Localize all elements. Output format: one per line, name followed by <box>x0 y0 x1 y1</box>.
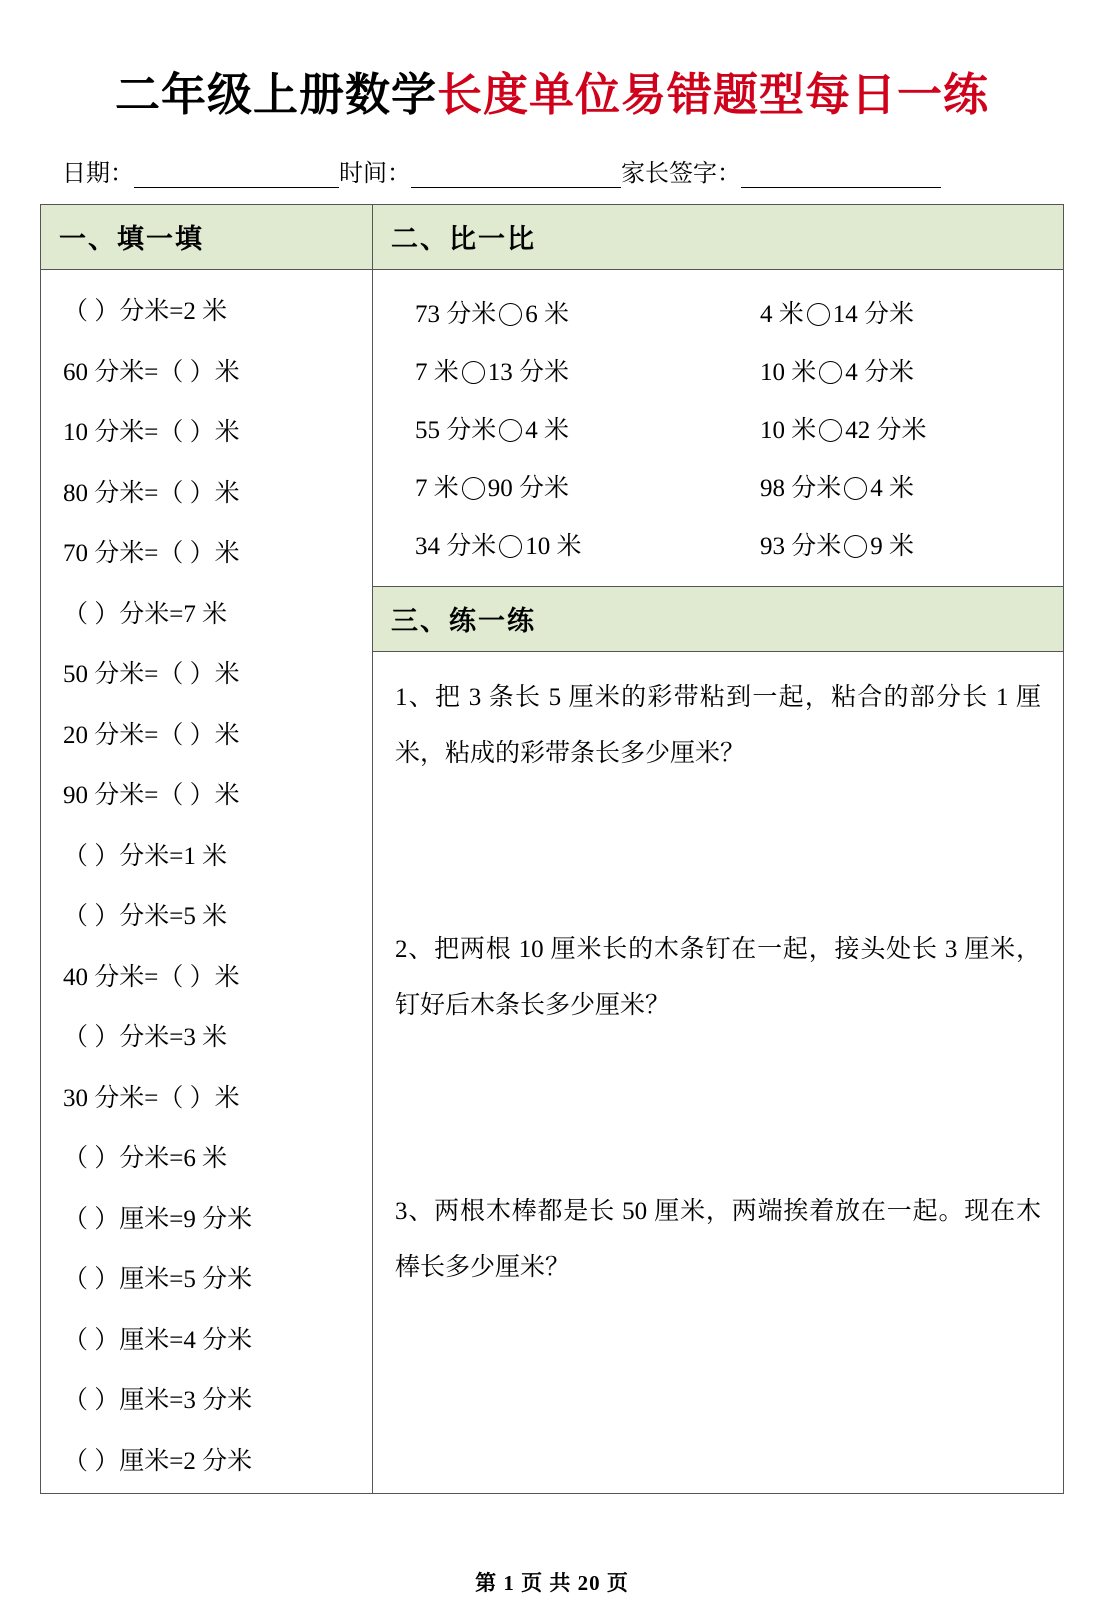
compare-right-value: 10 米 <box>525 533 582 560</box>
page-title-black: 二年级上册数学 <box>114 70 437 120</box>
compare-item[interactable] <box>718 460 1063 518</box>
section-three-body <box>373 652 1063 1296</box>
circle-blank-icon[interactable] <box>819 419 842 442</box>
practice-question[interactable]: 2、把两根 10 厘米长的木条钉在一起，接头处长 3 厘米，钉好后木条长多少厘米？ <box>395 936 1041 1019</box>
page-footer: 第 1 页 共 20 页 <box>475 1571 629 1595</box>
compare-item[interactable] <box>373 286 718 344</box>
list-item[interactable]: 30 分米=（ ）米 <box>63 1084 240 1112</box>
list-item[interactable]: （ ）厘米=9 分米 <box>63 1205 253 1233</box>
right-column <box>373 205 1063 1493</box>
table-row <box>373 286 1063 344</box>
list-item[interactable]: （ ）分米=6 米 <box>63 1145 228 1172</box>
section-three-heading: 三、练一练 <box>373 587 1063 652</box>
signature-label: 家长签字： <box>621 161 741 187</box>
list-item[interactable]: （ ）厘米=2 分米 <box>63 1447 253 1475</box>
compare-left-value: 10 米 <box>760 359 817 386</box>
compare-item[interactable] <box>373 344 718 402</box>
list-item[interactable]: 50 分米=（ ）米 <box>63 661 240 688</box>
compare-item[interactable] <box>373 518 718 576</box>
list-item[interactable]: （ ）厘米=5 分米 <box>63 1266 253 1293</box>
list-item[interactable]: （ ）分米=2 米 <box>63 298 228 325</box>
compare-left-value: 73 分米 <box>415 301 497 328</box>
compare-item[interactable] <box>373 402 718 460</box>
list-item[interactable]: （ ）厘米=4 分米 <box>63 1326 253 1354</box>
section-one-heading: 一、填一填 <box>41 205 372 270</box>
compare-right-value: 42 分米 <box>845 417 927 444</box>
circle-blank-icon[interactable] <box>499 419 522 442</box>
worksheet-table <box>40 204 1064 1494</box>
compare-right-value: 4 米 <box>870 475 915 502</box>
compare-item[interactable] <box>718 286 1063 344</box>
table-row <box>373 402 1063 460</box>
compare-right-value: 14 分米 <box>832 301 915 328</box>
info-line <box>40 153 1064 188</box>
table-row <box>373 518 1063 576</box>
page-title-red: 长度单位易错题型每日一练 <box>437 70 990 120</box>
list-item[interactable]: （ ）分米=5 米 <box>63 903 228 930</box>
date-input-rule[interactable] <box>134 165 339 188</box>
time-field[interactable] <box>339 153 621 188</box>
date-field[interactable] <box>62 153 339 188</box>
list-item[interactable]: 80 分米=（ ）米 <box>63 479 240 507</box>
list-item[interactable]: 10 分米=（ ）米 <box>63 419 240 446</box>
circle-blank-icon[interactable] <box>462 361 485 384</box>
list-item[interactable]: （ ）厘米=3 分米 <box>63 1387 253 1414</box>
compare-item[interactable] <box>718 344 1063 402</box>
time-input-rule[interactable] <box>411 165 621 188</box>
compare-item[interactable] <box>373 460 718 518</box>
date-label: 日期： <box>62 161 134 187</box>
list-item[interactable]: 40 分米=（ ）米 <box>63 963 240 991</box>
time-label: 时间： <box>339 161 411 187</box>
compare-right-value: 6 米 <box>525 301 570 328</box>
signature-input-rule[interactable] <box>741 165 941 188</box>
practice-question[interactable]: 1、把 3 条长 5 厘米的彩带粘到一起，粘合的部分长 1 厘米，粘成的彩带条长多少厘米？ <box>395 684 1041 767</box>
practice-question[interactable]: 3、两根木棒都是长 50 厘米，两端挨着放在一起。现在木棒长多少厘米？ <box>395 1198 1041 1281</box>
signature-field[interactable] <box>621 153 941 188</box>
compare-right-value: 4 米 <box>525 417 570 444</box>
list-item[interactable]: （ ）分米=3 米 <box>63 1024 228 1051</box>
section-two-grid <box>373 270 1063 587</box>
compare-left-value: 98 分米 <box>760 475 842 502</box>
section-one <box>41 205 373 1493</box>
page-title <box>40 58 1064 123</box>
circle-blank-icon[interactable] <box>844 535 867 558</box>
circle-blank-icon[interactable] <box>819 361 842 384</box>
section-two-heading: 二、比一比 <box>373 205 1063 270</box>
compare-right-value: 90 分米 <box>487 475 570 502</box>
compare-right-value: 4 分米 <box>845 359 915 386</box>
compare-right-value: 9 米 <box>870 533 915 560</box>
circle-blank-icon[interactable] <box>807 303 830 326</box>
circle-blank-icon[interactable] <box>499 535 522 558</box>
circle-blank-icon[interactable] <box>499 303 522 326</box>
compare-left-value: 7 米 <box>415 359 459 386</box>
list-item[interactable]: 60 分米=（ ）米 <box>63 358 240 386</box>
worksheet-page <box>0 58 1104 1619</box>
compare-left-value: 4 米 <box>760 301 804 328</box>
compare-right-value: 13 分米 <box>487 359 570 386</box>
list-item[interactable]: （ ）分米=1 米 <box>63 842 228 870</box>
circle-blank-icon[interactable] <box>844 477 867 500</box>
compare-item[interactable] <box>718 402 1063 460</box>
compare-left-value: 55 分米 <box>415 417 497 444</box>
list-item[interactable]: （ ）分米=7 米 <box>63 600 228 628</box>
list-item[interactable]: 90 分米=（ ）米 <box>63 782 240 809</box>
list-item[interactable]: 70 分米=（ ）米 <box>63 540 240 567</box>
section-one-list <box>41 270 372 1492</box>
compare-item[interactable] <box>718 518 1063 576</box>
compare-left-value: 93 分米 <box>760 533 842 560</box>
compare-left-value: 10 米 <box>760 417 817 444</box>
table-row <box>373 344 1063 402</box>
compare-left-value: 7 米 <box>415 475 459 502</box>
compare-left-value: 34 分米 <box>415 533 497 560</box>
circle-blank-icon[interactable] <box>462 477 485 500</box>
table-row <box>373 460 1063 518</box>
list-item[interactable]: 20 分米=（ ）米 <box>63 721 240 749</box>
